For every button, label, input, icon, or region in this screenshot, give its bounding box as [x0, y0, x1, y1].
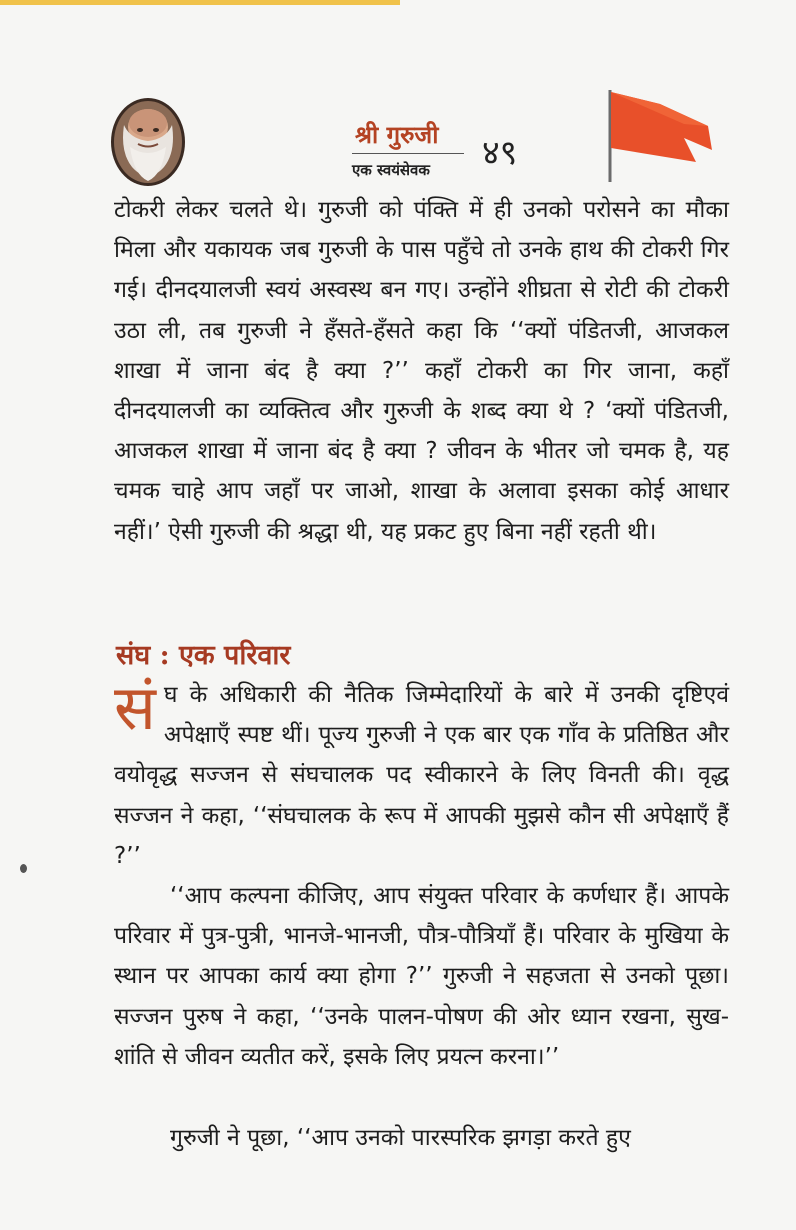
paragraph-4: गुरुजी ने पूछा, ‘‘आप उनको पारस्परिक झगड़ा करते हुए	[170, 1125, 631, 1151]
portrait-photo	[110, 97, 186, 187]
scan-speck	[20, 864, 27, 873]
book-title: श्री गुरुजी	[355, 120, 439, 149]
page-number: ४९	[482, 133, 518, 173]
saffron-flag-icon	[600, 86, 720, 190]
paragraph-3: ‘‘आप कल्पना कीजिए, आप संयुक्त परिवार के कर्णधार हैं। आपके परिवार में पुत्र-पुत्री, भानजे-भानजी, पौत्र-पौत्रियाँ हैं। परिवार के मुखिया के स्थान पर आपका कार्य क्या होगा ?’’ गुरुजी ने सहजता से उनको पूछा। सज्जन पुरुष ने कहा, ‘‘उनके पालन-पोषण की ओर ध्यान रखना, सुख-शांति से जीवन व्यतीत करें, इसके लिए प्रयत्न करना।’’	[114, 883, 729, 1070]
paragraph-1: टोकरी लेकर चलते थे। गुरुजी को पंक्ति में ही उनको परोसने का मौका मिला और यकायक जब गुरुजी के पास पहुँचे तो उनके हाथ की टोकरी गिर गई। दीनदयालजी स्वयं अस्वस्थ बन गए। उन्होंने शीघ्रता से रोटी की टोकरी उठा ली, तब गुरुजी ने हँसते-हँसते कहा कि ‘‘क्यों पंडितजी, आजकल शाखा में जाना बंद है क्या ?’’ कहाँ टोकरी का गिर जाना, कहाँ दीनदयालजी का व्यक्तित्व और गुरुजी के शब्द क्या थे ? ‘क्यों पंडितजी, आजकल शाखा में जाना बंद है क्या ? जीवन के भीतर जो चमक है, यह चमक चाहे आप जहाँ पर जाओ, शाखा के अलावा इसका कोई आधार नहीं।’ ऐसी गुरुजी की श्रद्धा थी, यह प्रकट हुए बिना नहीं रहती थी।	[114, 197, 729, 545]
page-header	[0, 0, 796, 200]
title-divider	[352, 153, 464, 154]
drop-cap: सं	[114, 671, 156, 744]
portrait-icon	[110, 97, 186, 187]
section-heading: संघ : एक परिवार	[116, 640, 291, 671]
book-subtitle: एक स्वयंसेवक	[352, 161, 430, 179]
paragraph-2	[114, 671, 729, 876]
paragraph-2-text: घ के अधिकारी की नैतिक जिम्मेदारियों के बारे में उनकी दृष्टिएवं अपेक्षाएँ स्पष्ट थीं। पूज्य गुरुजी ने एक बार एक गाँव के प्रतिष्ठित और वयोवृद्ध सज्जन से संघचालक पद स्वीकारने के लिए विनती की। वृद्ध सज्जन ने कहा, ‘‘संघचालक के रूप में आपकी मुझसे कौन सी अपेक्षाएँ हैं ?’’	[114, 682, 729, 869]
